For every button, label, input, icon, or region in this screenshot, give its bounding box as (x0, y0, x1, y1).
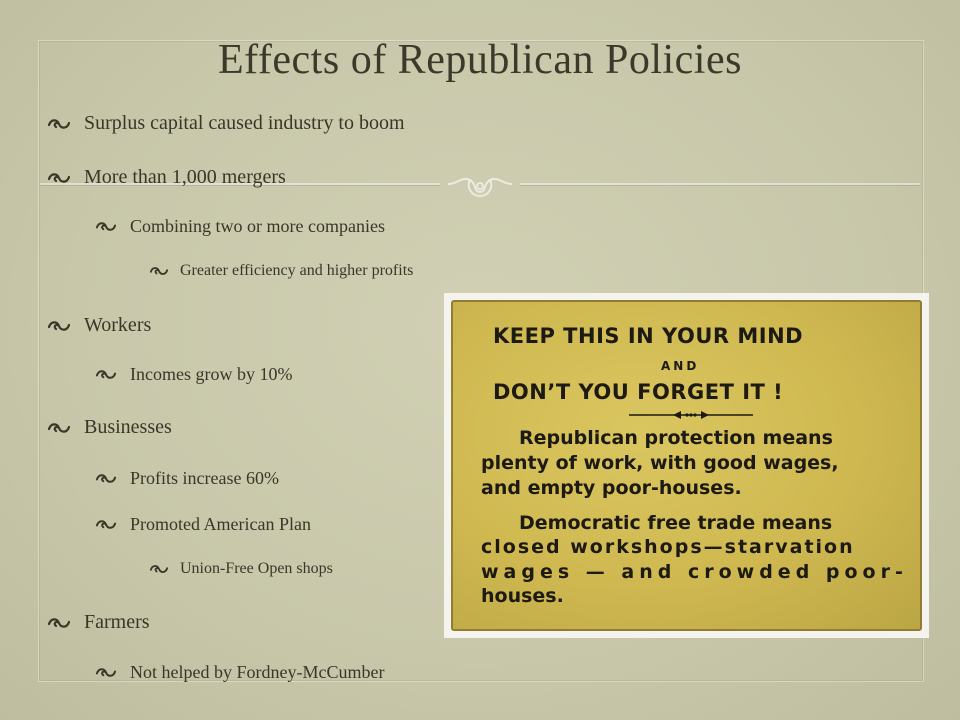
fleuron-icon (96, 666, 116, 679)
list-item (96, 468, 279, 489)
poster-line: wages — and crowded poor- (481, 561, 908, 583)
list-item (96, 364, 292, 385)
fleuron-icon (150, 265, 168, 277)
list-item (96, 662, 384, 683)
poster-line: and empty poor-houses. (481, 477, 742, 499)
list-item (96, 514, 311, 535)
list-item (48, 112, 405, 135)
list-item-text: Combining two or more companies (130, 216, 385, 236)
list-item (48, 611, 150, 634)
poster-image (444, 293, 929, 638)
list-item-text: Greater efficiency and higher profits (180, 262, 414, 279)
poster-line: Democratic free trade means (519, 512, 833, 534)
list-item-text: Surplus capital caused industry to boom (84, 112, 405, 134)
slide-title: Effects of Republican Policies (218, 37, 742, 83)
list-item-text: Not helped by Fordney-McCumber (130, 662, 385, 682)
fleuron-icon (48, 319, 70, 333)
list-item-text: Profits increase 60% (130, 468, 279, 488)
fleuron-icon (48, 421, 70, 435)
list-item (48, 416, 172, 439)
fleuron-icon (96, 220, 116, 233)
poster-line: DON’T YOU FORGET IT ! (493, 380, 784, 404)
list-item-text: Workers (84, 314, 152, 336)
list-item-text: More than 1,000 mergers (84, 166, 286, 188)
fleuron-icon (96, 368, 116, 381)
fleuron-icon (48, 117, 70, 131)
fleuron-icon (150, 563, 168, 575)
poster-line: houses. (481, 585, 564, 607)
poster-line: AND (661, 359, 700, 373)
list-item-text: Union-Free Open shops (180, 560, 333, 577)
arrow-rule-icon (629, 410, 753, 420)
fleuron-icon (48, 616, 70, 630)
poster-line: KEEP THIS IN YOUR MIND (493, 324, 804, 348)
poster-card (451, 300, 922, 631)
list-item (150, 560, 333, 578)
poster-line: closed workshops—starvation (481, 536, 855, 558)
fleuron-icon (48, 171, 70, 185)
fleuron-icon (96, 518, 116, 531)
list-item-text: Incomes grow by 10% (130, 364, 293, 384)
poster-line: Republican protection means (519, 427, 833, 449)
list-item (96, 216, 385, 237)
list-item (48, 314, 151, 337)
poster-line: plenty of work, with good wages, (481, 452, 839, 474)
list-item (150, 262, 413, 280)
list-item-text: Promoted American Plan (130, 514, 311, 534)
fleuron-icon (96, 472, 116, 485)
list-item (48, 166, 286, 189)
list-item-text: Businesses (84, 416, 172, 438)
list-item-text: Farmers (84, 611, 150, 633)
